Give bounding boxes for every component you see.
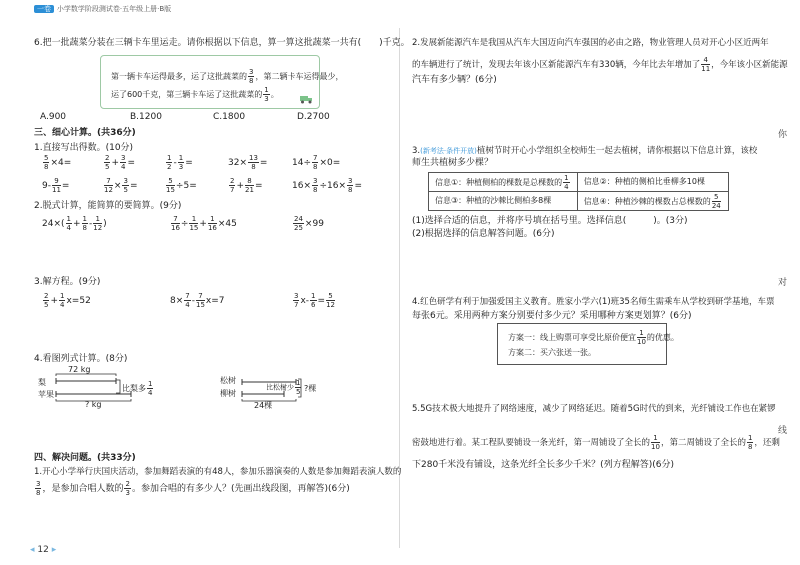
p3-info-table [428,172,729,211]
p3-line1: 3.(新考法·条件开放)植树节时开心小学组织全校师生一起去植树，请你根据以下信息计算，该校 [412,146,758,156]
q6-note-frac1: $\frac{3}{8}$ [249,68,254,85]
q1-item-7: $\frac{7}{12}$ × $\frac{3}{5}$ = [104,177,138,194]
q4-fig2-row2: 柳树 [220,389,236,398]
side-label-2: 对 [778,278,788,288]
q6-note-box [100,55,344,109]
q1-item-6: 9- $\frac{9}{11}$ = [42,177,70,194]
q1-item-1: $\frac{5}{8}$ ×4= [44,154,72,171]
p4-plan-box [497,323,679,365]
q6-option-c: C.1800 [213,112,246,122]
section4-title: 四、解决问题。(共33分) [34,453,136,463]
q4-fig1-top: 72 kg [68,365,91,374]
q3-expr-1: $\frac{2}{5}$ + $\frac{1}{4}$ x=52 [44,292,91,309]
p5-line2: 密鼓地进行着。某工程队要铺设一条光纤，第一周铺设了全长的 $\frac{1}{10}$ ，第二周铺设了全长的 $\frac{1}{8}$ ，还剩 [412,434,780,451]
p3-tag: (新考法·条件开放) [420,147,477,155]
q6-option-d: D.2700 [297,112,330,122]
q4-fig1-note: 比梨多 $\frac{1}{4}$ [122,380,153,397]
header-title: 小学数学阶段测试卷·五年级上册·B版 [56,5,172,13]
p3-info-4: 信息④：种植沙棘的棵数占总棵数的 $\frac{5}{24}$ [577,192,728,211]
p5-line1: 5.5G技术极大地提升了网络速度，减少了网络延迟。随着5G时代的到来，光纤铺设工作也在紧锣 [412,404,776,414]
q1-item-2: $\frac{2}{5}$ + $\frac{3}{4}$ = [105,154,136,171]
side-label-3: 线 [778,426,788,436]
q2-title: 2.脱式计算，能简算的要简算。(9分) [34,201,182,211]
q3-expr-2: 8× $\frac{7}{4}$ - $\frac{7}{15}$ x=7 [170,292,225,309]
p5-frac2: $\frac{1}{8}$ [747,434,753,451]
q1-item-5: 14÷ $\frac{7}{8}$ ×0= [292,154,341,171]
q1-item-9: $\frac{2}{7}$ + $\frac{8}{21}$ = [230,177,263,194]
p2-frac: $\frac{4}{11}$ [701,56,711,73]
page-number: 12 [37,545,49,555]
p1-line1: 1.开心小学举行庆国庆活动，参加舞蹈表演的有48人，参加乐器演奏的人数是参加舞蹈表演人数的 [34,467,402,477]
q6-text: 6.把一批蔬菜分装在三辆卡车里运走。请你根据以下信息，算一算这批蔬菜一共有( )千克。 [34,38,410,48]
q3-expr-3: $\frac{3}{7}$ x- $\frac{1}{6}$ = $\frac{5}{12}$ [294,292,335,309]
q3-title: 3.解方程。(9分) [34,277,101,287]
p4-line1: 4.红色研学有利于加强爱国主义教育。胜家小学六(1)班35名师生需乘车从学校到研学基地，车票 [412,297,775,307]
truck-icon [299,94,313,104]
p4-plan1: 方案一：线上购票可享受比原价便宜 $\frac{1}{10}$ 的优惠。 [508,329,679,346]
side-label-1: 你 [778,130,788,140]
p1-frac2: $\frac{2}{3}$ [125,480,130,497]
q1-item-8: $\frac{5}{15}$ ÷5= [166,177,197,194]
p3-info-1: 信息①：种植侧柏的棵数是总棵数的 $\frac{1}{4}$ [429,173,578,192]
q1-item-10: 16× $\frac{3}{8}$ ÷16× $\frac{3}{8}$ = [292,177,363,194]
p3-info-2: 信息②：种植的侧柏比垂柳多10棵 [577,173,728,192]
q6-option-a: A.900 [40,112,67,122]
q1-title: 1.直接写出得数。(10分) [34,143,134,153]
p3-line2: 师生共植树多少棵？ [412,158,494,168]
q4-fig2-row1: 松树 [220,376,236,385]
q4-title: 4.看图列式计算。(8分) [34,354,128,364]
q2-expr-2: $\frac{7}{16}$ ÷ $\frac{1}{15}$ + $\frac{1}{16}$ ×45 [171,215,237,232]
q4-figure-2 [222,376,332,416]
page-next-icon: ▸ [51,545,57,555]
p5-frac1: $\frac{1}{10}$ [651,434,660,451]
header [34,4,171,15]
p2-line1: 2.发展新能源汽车是我国从汽车大国迈向汽车强国的必由之路，物业管理人员对开心小区近两年 [412,38,769,48]
p3-sub1: (1)选择合适的信息，并将序号填在括号里。选择信息( )。(3分) [412,216,688,226]
q6-note-line1: 第一辆卡车运得最多，运了这批蔬菜的 $\frac{3}{8}$ ，第二辆卡车运得最少， [111,68,344,85]
q4-fig2-note: 比松树少 $\frac{1}{5}$ [266,379,301,396]
page-prev-icon: ◂ [30,545,35,555]
p3-sub2: (2)根据选择的信息解答问题。(6分) [412,229,555,239]
q2-expr-1: 24×( $\frac{1}{4}$ + $\frac{1}{8}$ - $\frac{1}{12}$ ) [42,215,107,232]
p1-frac1: $\frac{3}{8}$ [36,480,41,497]
p4-line2: 每张6元。采用两种方案分别要付多少元？采用哪种方案更划算？(6分) [412,311,692,321]
p3-info-3: 信息③：种植的沙棘比侧柏多8棵 [429,192,578,211]
page-footer [30,545,56,556]
q2-expr-3: $\frac{24}{25}$ ×99 [294,215,324,232]
q6-option-b: B.1200 [130,112,162,122]
p5-line3: 下280千米没有铺设，这条光纤全长多少千米？(列方程解答)(6分) [412,460,674,470]
section3-title: 三、细心计算。(共36分) [34,128,136,138]
p4-plan2: 方案二：买六张送一张。 [508,348,596,357]
q4-fig1-bottom: ? kg [85,400,102,409]
q1-item-4: 32× $\frac{13}{8}$ = [228,154,268,171]
p1-line2: $\frac{3}{8}$ ，是参加合唱人数的 $\frac{2}{3}$ 。参加合唱的有多少人？(先画出线段图，再解答)(6分) [36,480,350,497]
q6-note-frac2: $\frac{1}{3}$ [264,86,269,103]
q4-fig1-row1: 梨 [38,378,46,387]
q1-item-3: $\frac{1}{2}$ - $\frac{1}{3}$ = [167,154,193,171]
q4-figure-1 [40,366,170,410]
p2-line2: 的车辆进行了统计，发现去年该小区新能源汽车有330辆，今年比去年增加了 $\frac{4}{11}$ ，今年该小区新能源 [412,56,788,73]
q4-fig2-right: ?棵 [304,384,317,393]
header-badge: 一卷 [34,5,54,13]
q4-fig2-bottom: 24棵 [254,401,273,410]
p2-line3: 汽车有多少辆？(6分) [412,75,497,85]
q4-fig1-row2: 苹果 [38,390,54,399]
q6-note-line2: 运了600千克，第三辆卡车运了这批蔬菜的 $\frac{1}{3}$ 。 [111,86,279,103]
